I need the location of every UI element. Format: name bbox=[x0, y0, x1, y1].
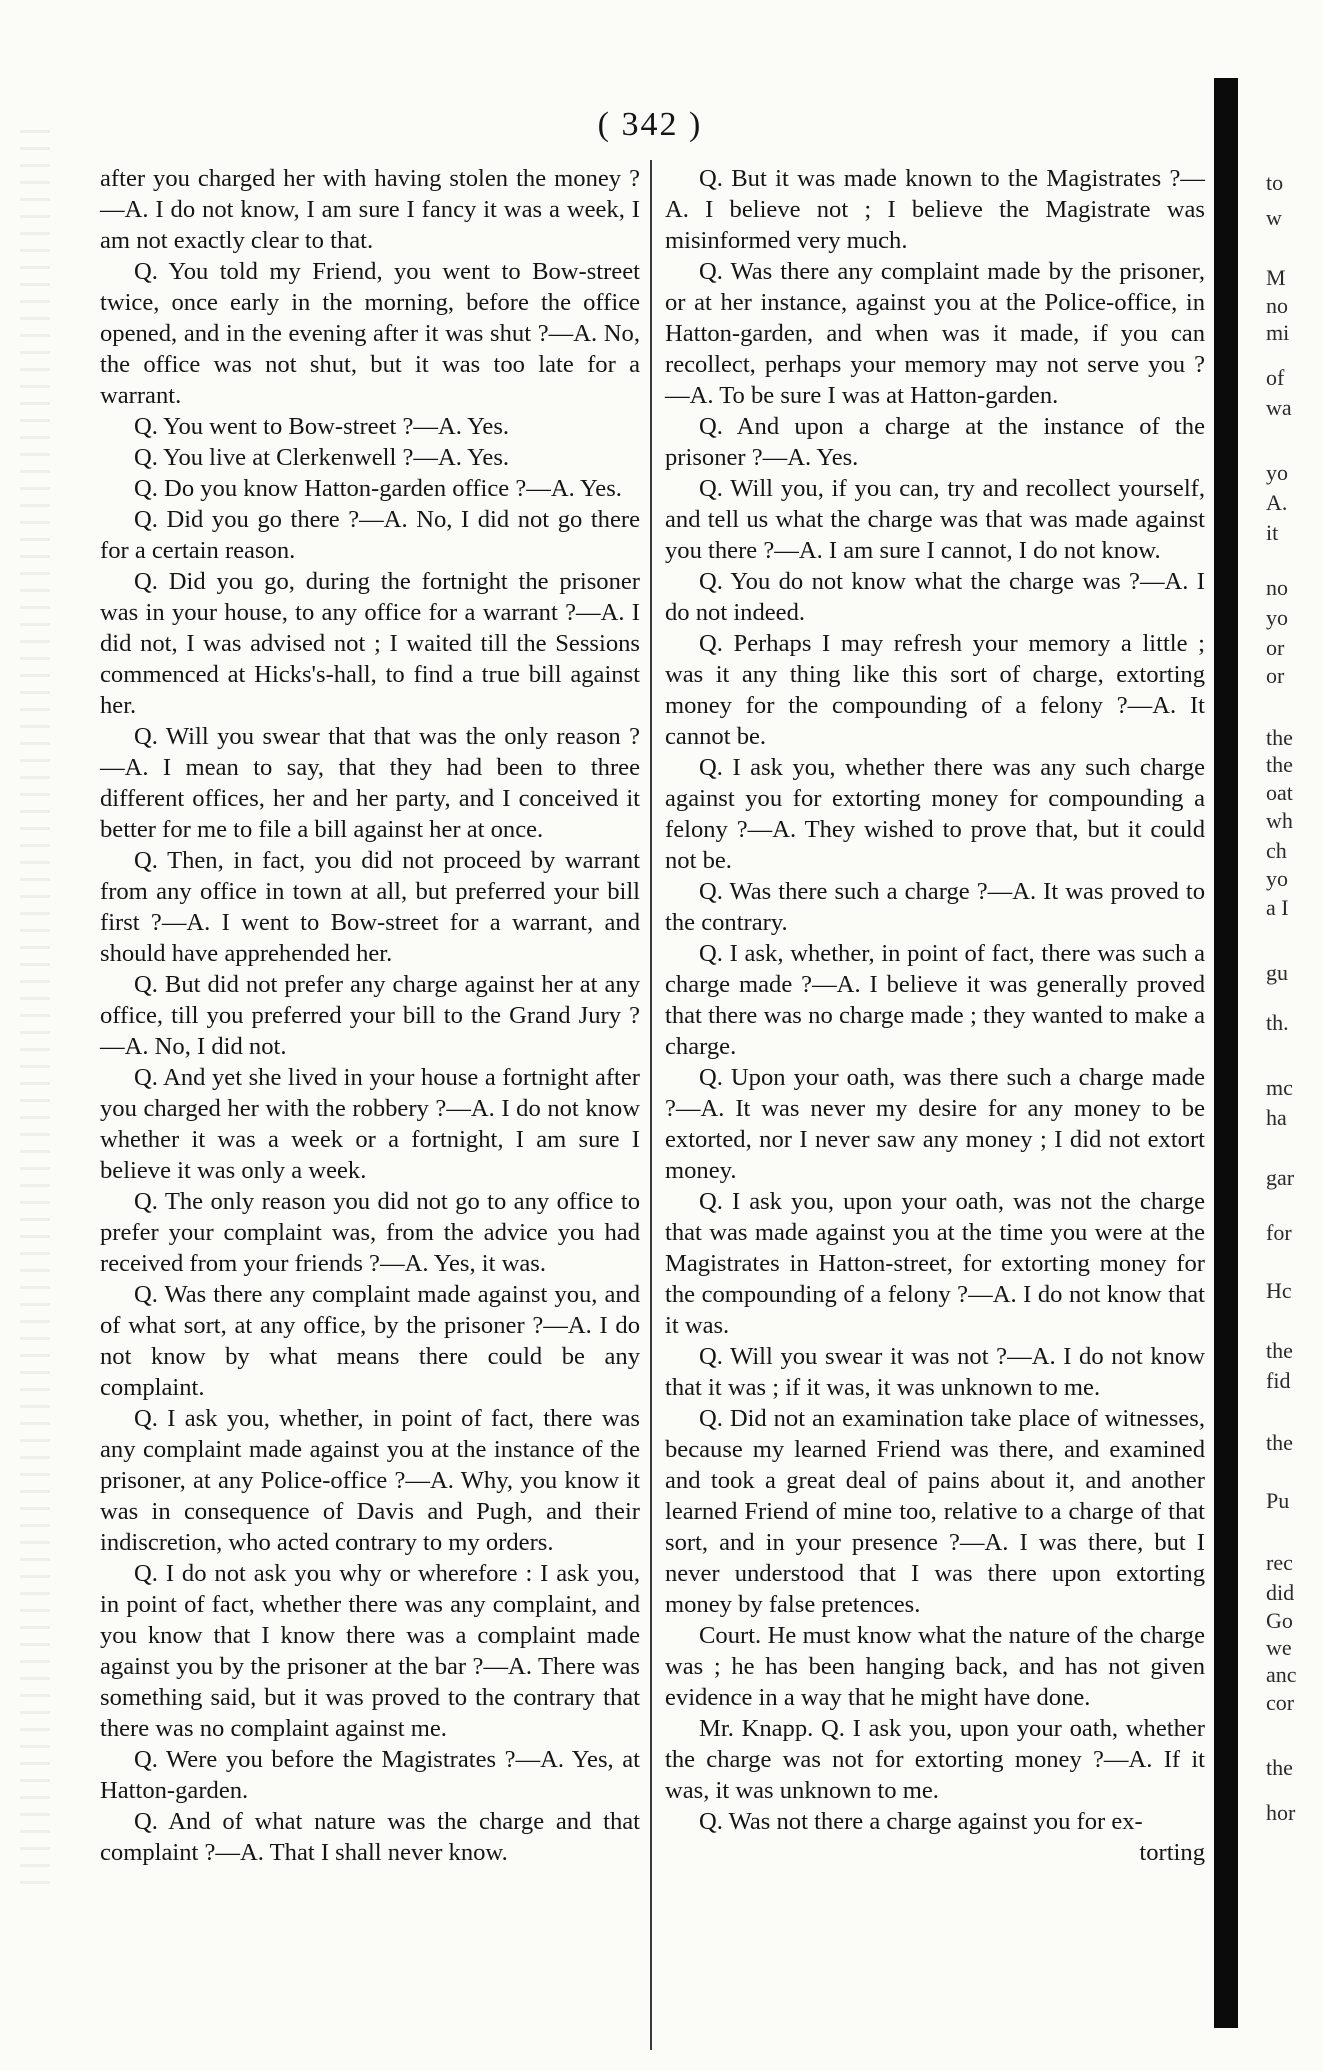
bleed-fragment: cor bbox=[1266, 1690, 1295, 1715]
bleed-fragment: to bbox=[1266, 170, 1284, 195]
catchword: torting bbox=[1139, 1839, 1205, 1866]
bleed-fragment: of bbox=[1266, 365, 1285, 390]
bleed-fragment: for bbox=[1266, 1220, 1292, 1245]
bleed-fragment: or bbox=[1266, 663, 1285, 688]
bleed-fragment: ch bbox=[1266, 838, 1287, 863]
paragraph: Q. Was there any complaint made against you, and of what sort, at any office, by the prisoner ?—A. I do not know by what means there could be any complaint. bbox=[100, 1281, 640, 1401]
right-column bbox=[665, 163, 1205, 1868]
paragraph: Q. You told my Friend, you went to Bow-street twice, once early in the morning, before the office opened, and in the evening after it was shut ?—A. No, the office was not shut, but it was too late for a warrant. bbox=[100, 258, 640, 409]
bleed-fragment: the bbox=[1266, 1430, 1293, 1455]
paragraph: Q. You went to Bow-street ?—A. Yes. bbox=[134, 413, 510, 440]
paragraph: Q. I ask you, whether, in point of fact, there was any complaint made against you at the instance of the prisoner, at any Police-office ?—A. Why, you know it was in consequence of Davis and Pugh, and their indiscretion, who acted contrary to my orders. bbox=[100, 1405, 640, 1556]
page-number: ( 342 ) bbox=[597, 106, 703, 143]
paragraph: Q. Will you swear that that was the only reason ?—A. I mean to say, that they had been to three different offices, her and her party, and I conceived it better for me to file a bill against her at once. bbox=[100, 723, 640, 843]
bleed-fragment: mc bbox=[1266, 1075, 1293, 1100]
paragraph: Q. The only reason you did not go to any office to prefer your complaint was, from the advice you had received from your friends ?—A. Yes, it was. bbox=[100, 1188, 640, 1277]
left-margin-noise bbox=[20, 130, 50, 1890]
bleed-fragment: wa bbox=[1266, 395, 1292, 420]
paragraph: Q. Did you go, during the fortnight the prisoner was in your house, to any office for a warrant ?—A. I did not, I was advised not ; I waited till the Sessions commenced at Hicks's-hall, to find a true bill against her. bbox=[100, 568, 640, 719]
bleed-fragment: yo bbox=[1266, 460, 1288, 485]
bleed-fragment: the bbox=[1266, 752, 1293, 777]
paragraph: Q. Were you before the Magistrates ?—A. Yes, at Hatton-garden. bbox=[100, 1746, 640, 1804]
paragraph: Mr. Knapp. Q. I ask you, upon your oath, whether the charge was not for extorting money ?—A. If it was, it was unknown to me. bbox=[665, 1715, 1205, 1804]
paragraph: Court. He must know what the nature of the charge was ; he has been hanging back, and has not given evidence in a way that he might have done. bbox=[665, 1622, 1205, 1711]
paragraph: Q. You live at Clerkenwell ?—A. Yes. bbox=[134, 444, 510, 471]
bleed-fragment: fid bbox=[1266, 1368, 1291, 1393]
paragraph: Q. But did not prefer any charge against her at any office, till you preferred your bill to the Grand Jury ?—A. No, I did not. bbox=[100, 971, 640, 1060]
column-rule bbox=[650, 160, 652, 2050]
paragraph: Q. Was there any complaint made by the prisoner, or at her instance, against you at the Police-office, in Hatton-garden, and when was it made, if you can recollect, perhaps your memory may not serve you ?—A. To be sure I was at Hatton-garden. bbox=[665, 258, 1205, 409]
bleed-fragment: mi bbox=[1266, 320, 1290, 345]
paragraph: Q. Upon your oath, was there such a charge made ?—A. It was never my desire for any money to be extorted, nor I never saw any money ; I did not extort money. bbox=[665, 1064, 1205, 1184]
paragraph: Q. Will you, if you can, try and recollect yourself, and tell us what the charge was that was made against you there ?—A. I am sure I cannot, I do not know. bbox=[665, 475, 1205, 564]
bleed-fragment: hor bbox=[1266, 1800, 1296, 1825]
bleed-fragment: ha bbox=[1266, 1105, 1287, 1130]
paragraph: Q. Was there such a charge ?—A. It was proved to the contrary. bbox=[665, 878, 1205, 936]
paragraph: Q. I ask you, upon your oath, was not the charge that was made against you at the time you were at the Magistrates in Hatton-street, for extorting money for the compounding of a felony ?—A. I do not know that it was. bbox=[665, 1188, 1205, 1339]
bleed-fragment: oat bbox=[1266, 780, 1293, 805]
paragraph: Q. But it was made known to the Magistrates ?—A. I believe not ; I believe the Magistrate was misinformed very much. bbox=[665, 165, 1205, 254]
bleed-fragment: Go bbox=[1266, 1608, 1293, 1633]
paragraph: Q. Was not there a charge against you for ex- bbox=[699, 1808, 1143, 1835]
bleed-fragment: we bbox=[1266, 1635, 1292, 1660]
bleed-fragment: Hc bbox=[1266, 1278, 1292, 1303]
left-column bbox=[100, 163, 640, 1868]
paragraph: Q. And of what nature was the charge and that complaint ?—A. That I shall never know. bbox=[100, 1808, 640, 1866]
paragraph: after you charged her with having stolen the money ?—A. I do not know, I am sure I fancy it was a week, I am not exactly clear to that. bbox=[100, 165, 640, 254]
bleed-fragment: it bbox=[1266, 520, 1279, 545]
bleed-fragment: did bbox=[1266, 1580, 1295, 1605]
paragraph: Q. I ask, whether, in point of fact, there was such a charge made ?—A. I believe it was generally proved that there was no charge made ; they wanted to make a charge. bbox=[665, 940, 1205, 1060]
paragraph: Q. And yet she lived in your house a fortnight after you charged her with the robbery ?—A. I do not know whether it was a week or a fortnight, I am sure I believe it was only a week. bbox=[100, 1064, 640, 1184]
bleed-fragment: th. bbox=[1266, 1010, 1289, 1035]
bleed-fragment: the bbox=[1266, 1755, 1293, 1780]
paragraph: Q. I do not ask you why or wherefore : I ask you, in point of fact, whether there was any complaint, and you know that I know there was a complaint made against you by the prisoner at the bar ?—A. There was something said, but it was proved to the contrary that there was no complaint against me. bbox=[100, 1560, 640, 1742]
bleed-fragment: the bbox=[1266, 725, 1293, 750]
bleed-fragment: a I bbox=[1266, 895, 1289, 920]
bleed-fragment: wh bbox=[1266, 808, 1293, 833]
bleed-fragment: A. bbox=[1266, 490, 1288, 515]
paragraph: Q. Then, in fact, you did not proceed by warrant from any office in town at all, but preferred your bill first ?—A. I went to Bow-street for a warrant, and should have apprehended her. bbox=[100, 847, 640, 967]
paragraph: Q. I ask you, whether there was any such charge against you for extorting money for compounding a felony ?—A. They wished to prove that, but it could not be. bbox=[665, 754, 1205, 874]
bleed-fragment: yo bbox=[1266, 605, 1288, 630]
bleed-fragment: gar bbox=[1266, 1165, 1295, 1190]
bleed-fragment: Pu bbox=[1266, 1488, 1290, 1513]
bleed-fragment: M bbox=[1266, 265, 1286, 290]
paragraph: Q. Perhaps I may refresh your memory a little ; was it any thing like this sort of charge, extorting money for the compounding of a felony ?—A. It cannot be. bbox=[665, 630, 1205, 750]
gutter-shadow bbox=[1214, 78, 1238, 2028]
bleed-fragment: anc bbox=[1266, 1662, 1297, 1687]
bleed-fragment: no bbox=[1266, 575, 1288, 600]
bleed-fragment: or bbox=[1266, 635, 1285, 660]
facing-page-bleed bbox=[1262, 0, 1323, 2071]
bleed-fragment: no bbox=[1266, 293, 1288, 318]
bleed-fragment: yo bbox=[1266, 866, 1288, 891]
paragraph: Q. Will you swear it was not ?—A. I do not know that it was ; if it was, it was unknown to me. bbox=[665, 1343, 1205, 1401]
bleed-fragment: rec bbox=[1266, 1550, 1293, 1575]
paragraph: Q. Did you go there ?—A. No, I did not go there for a certain reason. bbox=[100, 506, 640, 564]
bleed-fragment: the bbox=[1266, 1338, 1293, 1363]
paragraph: Q. Do you know Hatton-garden office ?—A. Yes. bbox=[134, 475, 622, 502]
bleed-fragment: w bbox=[1266, 205, 1282, 230]
paragraph: Q. Did not an examination take place of witnesses, because my learned Friend was there, and examined and took a great deal of pains about it, and another learned Friend of mine too, relative to a charge of that sort, and in your presence ?—A. I was there, but I never understood that I was there upon extorting money by false pretences. bbox=[665, 1405, 1205, 1618]
bleed-fragment: gu bbox=[1266, 960, 1288, 985]
paragraph: Q. And upon a charge at the instance of the prisoner ?—A. Yes. bbox=[665, 413, 1205, 471]
paragraph: Q. You do not know what the charge was ?—A. I do not indeed. bbox=[665, 568, 1205, 626]
